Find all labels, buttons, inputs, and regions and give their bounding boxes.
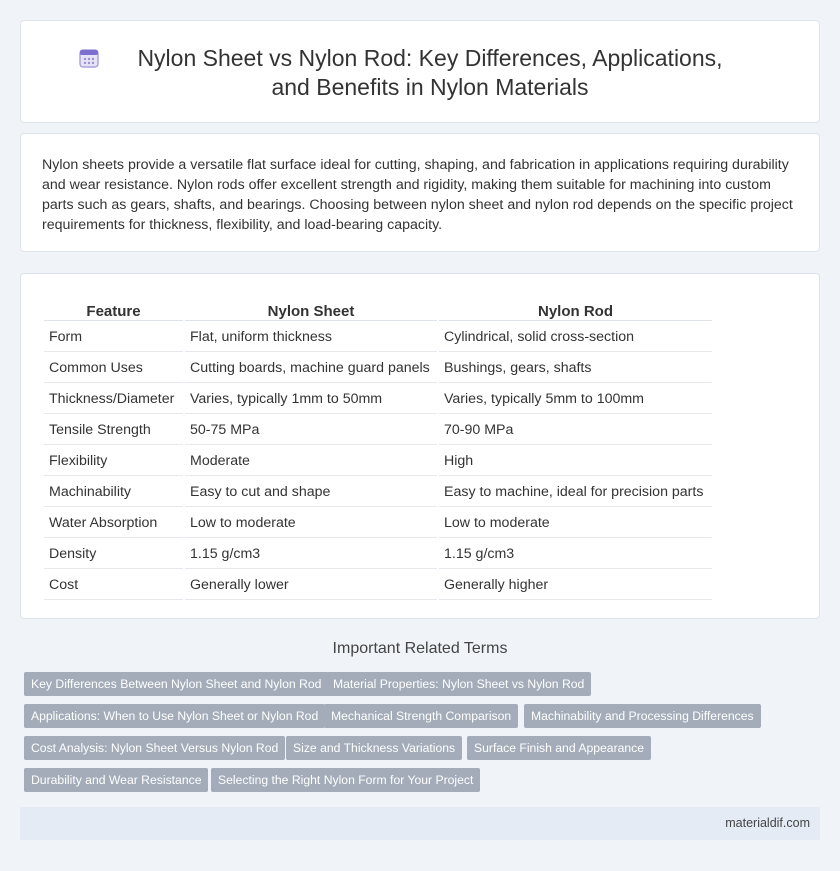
sheet-cell: 1.15 g/cm3 [185, 540, 437, 569]
feature-cell: Water Absorption [44, 509, 183, 538]
related-term-tag[interactable]: Material Properties: Nylon Sheet vs Nylon Rod [326, 672, 591, 696]
related-terms-heading: Important Related Terms [332, 640, 508, 657]
rod-cell: Low to moderate [439, 509, 712, 538]
table-row [44, 416, 712, 445]
rod-cell: Bushings, gears, shafts [439, 354, 712, 383]
sheet-cell: Cutting boards, machine guard panels [185, 354, 437, 383]
rod-cell: Easy to machine, ideal for precision parts [439, 478, 712, 507]
table-row [44, 447, 712, 476]
feature-cell: Machinability [44, 478, 183, 507]
related-term-tag[interactable]: Machinability and Processing Differences [524, 704, 761, 728]
related-term-tag[interactable]: Size and Thickness Variations [286, 736, 462, 760]
intro-paragraph: Nylon sheets provide a versatile flat surface ideal for cutting, shaping, and fabrication in applications requiring durability and wear resistance. Nylon rods offer excellent strength and rigidity, making them suitable for machining into custom parts such as gears, shafts, and bearings. Choosing between nylon sheet and nylon rod depends on the specific project requirements for thickness, flexibility, and load-bearing capacity. [42, 157, 793, 233]
feature-cell: Flexibility [44, 447, 183, 476]
header-feature: Feature [44, 298, 183, 321]
intro-card [20, 133, 820, 252]
feature-cell: Thickness/Diameter [44, 385, 183, 414]
table-row [44, 354, 712, 383]
feature-cell: Density [44, 540, 183, 569]
rod-cell: Cylindrical, solid cross-section [439, 323, 712, 352]
related-term-tag[interactable]: Applications: When to Use Nylon Sheet or Nylon Rod [24, 704, 325, 728]
feature-cell: Tensile Strength [44, 416, 183, 445]
sheet-cell: 50-75 MPa [185, 416, 437, 445]
table-row [44, 540, 712, 569]
related-term-tag[interactable]: Surface Finish and Appearance [467, 736, 651, 760]
sheet-cell: Generally lower [185, 571, 437, 600]
header-nylon-rod: Nylon Rod [439, 298, 712, 321]
related-terms-list [24, 672, 814, 800]
table-row [44, 385, 712, 414]
feature-cell: Cost [44, 571, 183, 600]
rod-cell: Generally higher [439, 571, 712, 600]
rod-cell: High [439, 447, 712, 476]
related-term-tag[interactable]: Durability and Wear Resistance [24, 768, 208, 792]
comparison-card [20, 273, 820, 619]
sheet-cell: Flat, uniform thickness [185, 323, 437, 352]
rod-cell: 1.15 g/cm3 [439, 540, 712, 569]
footer-site-link[interactable]: materialdif.com [725, 816, 810, 830]
table-row [44, 509, 712, 538]
sheet-cell: Varies, typically 1mm to 50mm [185, 385, 437, 414]
sheet-cell: Moderate [185, 447, 437, 476]
rod-cell: Varies, typically 5mm to 100mm [439, 385, 712, 414]
rod-cell: 70-90 MPa [439, 416, 712, 445]
feature-cell: Form [44, 323, 183, 352]
table-row [44, 571, 712, 600]
related-term-tag[interactable]: Key Differences Between Nylon Sheet and Nylon Rod [24, 672, 328, 696]
related-term-tag[interactable]: Selecting the Right Nylon Form for Your Project [211, 768, 480, 792]
sheet-cell: Easy to cut and shape [185, 478, 437, 507]
related-term-tag[interactable]: Mechanical Strength Comparison [324, 704, 518, 728]
page-title: Nylon Sheet vs Nylon Rod: Key Differences, Applications, and Benefits in Nylon Materials [137, 45, 723, 100]
header-nylon-sheet: Nylon Sheet [185, 298, 437, 321]
title-card [20, 20, 820, 123]
related-term-tag[interactable]: Cost Analysis: Nylon Sheet Versus Nylon Rod [24, 736, 285, 760]
comparison-table [42, 296, 714, 602]
table-row [44, 323, 712, 352]
feature-cell: Common Uses [44, 354, 183, 383]
table-row [44, 478, 712, 507]
footer [20, 807, 820, 840]
table-header-row [44, 298, 712, 321]
sheet-cell: Low to moderate [185, 509, 437, 538]
